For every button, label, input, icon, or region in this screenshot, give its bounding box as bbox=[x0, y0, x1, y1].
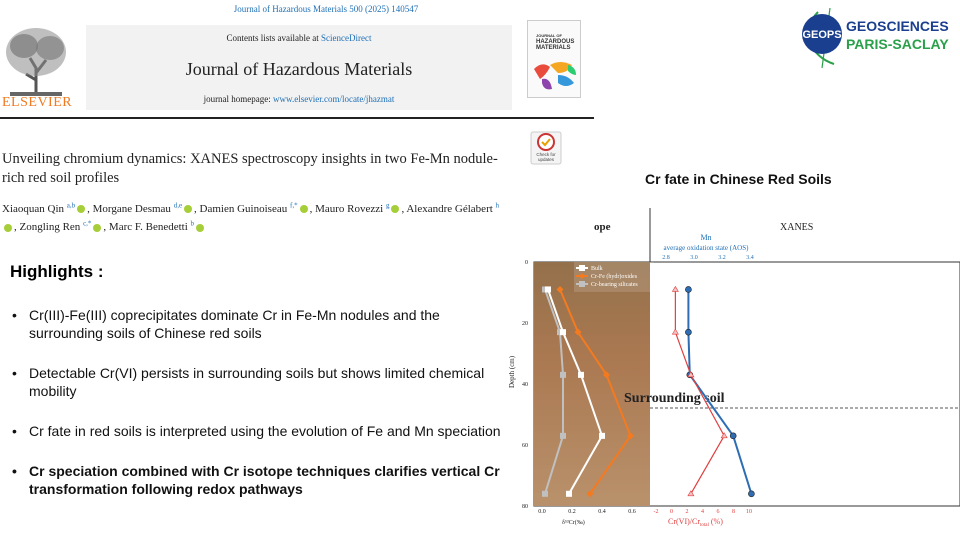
author-affiliation: a,b bbox=[66, 201, 76, 209]
d53-axis-label: δ⁵³Cr(‰) bbox=[562, 520, 585, 526]
author-affiliation: c,* bbox=[83, 219, 92, 228]
author-separator: , bbox=[103, 221, 109, 234]
highlight-item: • Detectable Cr(VI) persists in surrounding soils but shows limited chemical mobility bbox=[12, 364, 512, 400]
check-updates-line-1: Check for bbox=[536, 152, 556, 157]
silicates-point bbox=[560, 433, 566, 439]
cover-world-map bbox=[532, 55, 578, 95]
author-item[interactable] bbox=[93, 203, 200, 215]
depth-axis-label: Depth (cm) bbox=[508, 355, 516, 388]
author-affiliation: f,* bbox=[289, 201, 298, 209]
author-item[interactable] bbox=[2, 203, 93, 215]
author-item[interactable] bbox=[315, 203, 406, 215]
highlight-item: • Cr(III)-Fe(III) coprecipitates dominate Cr in Fe-Mn nodules and the surrounding soils of Chinese red soils bbox=[12, 306, 512, 342]
depth-tick-label: 40 bbox=[522, 382, 528, 388]
d53-tick-label: 0.4 bbox=[598, 509, 606, 515]
d53-tick-label: 0.6 bbox=[628, 509, 636, 515]
crvi-tick-label: 10 bbox=[746, 509, 752, 515]
author-separator: , bbox=[194, 202, 200, 215]
author-separator: , bbox=[401, 202, 407, 215]
mn-aos-point bbox=[730, 433, 736, 439]
author-separator: , bbox=[14, 221, 20, 234]
figure-legend bbox=[574, 262, 654, 292]
homepage-link[interactable]: www.elsevier.com/locate/jhazmat bbox=[273, 94, 395, 104]
crvi-tick-label: 6 bbox=[716, 509, 720, 515]
graphical-abstract bbox=[500, 198, 960, 540]
legend-fe-oxides: Cr-Fe (hydr)oxides bbox=[591, 274, 638, 280]
contents-line bbox=[86, 33, 512, 43]
aos-tick-label: 3.0 bbox=[690, 255, 698, 261]
orcid-icon[interactable] bbox=[300, 205, 308, 213]
author-affiliation: b bbox=[190, 219, 195, 228]
crvi-point bbox=[721, 433, 727, 438]
mn-aos-point bbox=[685, 329, 691, 335]
author-name: Alexandre Gélabert bbox=[406, 202, 493, 215]
author-name: Morgane Desmau bbox=[92, 202, 171, 215]
author-affiliation: h bbox=[495, 201, 500, 209]
mn-aos-point bbox=[685, 286, 691, 292]
legend-silicates: Cr-bearing silicates bbox=[591, 282, 638, 288]
author-affiliation: g bbox=[385, 201, 390, 209]
crvi-axis-label-unit: (%) bbox=[708, 517, 723, 526]
aos-tick-label: 3.4 bbox=[746, 255, 754, 261]
author-list bbox=[2, 198, 502, 235]
depth-tick-labels bbox=[522, 260, 528, 510]
depth-tick-label: 0 bbox=[525, 260, 528, 266]
journal-cover bbox=[527, 20, 581, 98]
d53-tick-label: 0.2 bbox=[568, 509, 576, 515]
author-name: Xiaoquan Qin bbox=[2, 202, 65, 215]
geops-badge-text: GEOPS bbox=[802, 29, 842, 41]
mn-aos-point bbox=[748, 491, 754, 497]
crvi-tick-label: 4 bbox=[701, 509, 704, 515]
author-name: Mauro Rovezzi bbox=[315, 202, 384, 215]
aos-label: average oxidation state (AOS) bbox=[663, 244, 749, 252]
cover-title bbox=[536, 33, 574, 51]
author-affiliation: d,e bbox=[173, 201, 183, 209]
aos-tick-label: 2.8 bbox=[662, 255, 670, 261]
crvi-percent-tick-labels bbox=[654, 509, 753, 515]
contents-prefix: Contents lists available at bbox=[226, 33, 321, 43]
silicates-point bbox=[542, 491, 548, 497]
crvi-point bbox=[672, 329, 678, 334]
crvi-point bbox=[688, 491, 694, 496]
orcid-icon[interactable] bbox=[4, 224, 12, 232]
highlights-title: Highlights : bbox=[10, 262, 104, 281]
orcid-icon[interactable] bbox=[93, 224, 101, 232]
bulk-point bbox=[566, 491, 572, 497]
orcid-icon[interactable] bbox=[77, 205, 85, 213]
homepage-line bbox=[86, 94, 512, 104]
graphical-abstract-svg bbox=[500, 198, 960, 540]
journal-name: Journal of Hazardous Materials bbox=[185, 59, 413, 79]
legend-bulk: Bulk bbox=[591, 266, 603, 272]
aos-tick-labels bbox=[662, 255, 754, 261]
check-updates-line-2: updates bbox=[537, 157, 554, 162]
depth-tick-label: 20 bbox=[522, 321, 528, 327]
author-item[interactable] bbox=[20, 221, 109, 233]
journal-reference[interactable]: Journal of Hazardous Materials 500 (2025) 140547 bbox=[233, 4, 419, 14]
crvi-tick-label: -2 bbox=[653, 509, 659, 515]
header-rule bbox=[0, 117, 594, 119]
cover-title-line-1: JOURNAL OF bbox=[536, 33, 562, 38]
publisher-name: ELSEVIER bbox=[2, 95, 73, 110]
bulk-point bbox=[560, 329, 566, 335]
figure-caption: Cr fate in Chinese Red Soils bbox=[645, 171, 832, 187]
mn-label: Mn bbox=[700, 233, 712, 242]
crvi-tick-label: 8 bbox=[732, 509, 735, 515]
author-name: Marc F. Benedetti bbox=[108, 221, 188, 234]
cover-title-line-3: MATERIALS bbox=[536, 45, 571, 51]
highlight-item: • Cr fate in red soils is interpreted using the evolution of Fe and Mn speciation bbox=[12, 422, 512, 440]
crvi-axis-label bbox=[668, 517, 723, 528]
depth-tick-label: 80 bbox=[522, 504, 528, 510]
author-name: Zongling Ren bbox=[19, 221, 81, 234]
orcid-icon[interactable] bbox=[184, 205, 192, 213]
figure-header-left: ope bbox=[594, 221, 611, 233]
author-separator: , bbox=[87, 202, 93, 215]
bulk-point bbox=[545, 286, 551, 292]
sciencedirect-link[interactable]: ScienceDirect bbox=[321, 33, 372, 43]
geops-name-line-2: PARIS-SACLAY bbox=[846, 36, 949, 52]
paper-title: Unveiling chromium dynamics: XANES spectroscopy insights in two Fe-Mn nodule-rich red soil profiles bbox=[2, 151, 498, 186]
cover-title-line-2: HAZARDOUS bbox=[536, 39, 575, 45]
crvi-point bbox=[672, 286, 678, 291]
author-separator: , bbox=[309, 202, 316, 215]
bulk-point bbox=[599, 433, 605, 439]
bulk-point bbox=[578, 372, 584, 378]
highlight-item: • Cr speciation combined with Cr isotope techniques clarifies vertical Cr transformation following redox pathways bbox=[12, 462, 512, 498]
orcid-icon[interactable] bbox=[391, 205, 399, 213]
crvi-tick-label: 2 bbox=[685, 509, 689, 515]
author-item[interactable] bbox=[200, 203, 316, 215]
author-name: Damien Guinoiseau bbox=[199, 202, 288, 215]
depth-tick-label: 60 bbox=[522, 443, 528, 449]
homepage-prefix: journal homepage: bbox=[203, 94, 274, 104]
orcid-icon[interactable] bbox=[196, 224, 204, 232]
surrounding-soil-label: Surrounding soil bbox=[624, 391, 725, 406]
highlights-list bbox=[12, 306, 512, 520]
journal-banner bbox=[86, 25, 512, 110]
aos-tick-label: 3.2 bbox=[718, 255, 726, 261]
crvi-axis-label-main: Cr(VI)/Cr bbox=[668, 517, 700, 526]
crvi-tick-label: 0 bbox=[670, 509, 673, 515]
d53-tick-labels bbox=[538, 509, 636, 515]
figure-header-right: XANES bbox=[780, 222, 814, 233]
author-item[interactable] bbox=[109, 221, 206, 233]
check-for-updates-label bbox=[529, 152, 563, 162]
geops-name-line-1: GEOSCIENCES bbox=[846, 18, 949, 34]
crvi-axis-label-sub: total bbox=[700, 523, 709, 528]
silicates-point bbox=[560, 372, 566, 378]
d53-tick-label: 0.0 bbox=[538, 509, 546, 515]
